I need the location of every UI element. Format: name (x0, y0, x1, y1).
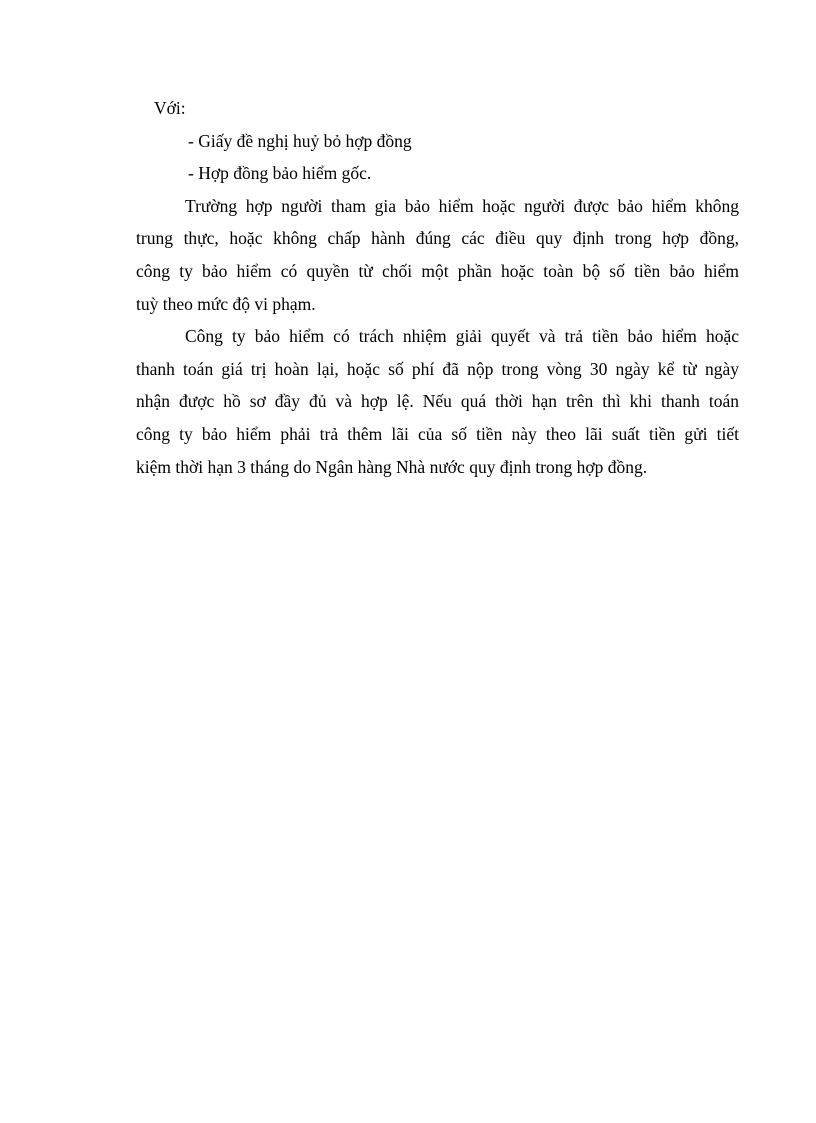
paragraph-refusal (136, 190, 739, 320)
lead-text: Với: (154, 98, 186, 118)
paragraph-line: trung thực, hoặc không chấp hành đúng các điều quy định trong hợp đồng, (136, 228, 739, 249)
paragraph-line: nhận được hồ sơ đầy đủ và hợp lệ. Nếu quá thời hạn trên thì khi thanh toán (136, 391, 739, 412)
paragraph-line: Công ty bảo hiểm có trách nhiệm giải quyết và trả tiền bảo hiểm hoặc (185, 326, 739, 347)
paragraph-payment (136, 320, 739, 483)
paragraph-line: thanh toán giá trị hoàn lại, hoặc số phí đã nộp trong vòng 30 ngày kể từ ngày (136, 358, 739, 379)
list-item: - Hợp đồng bảo hiểm gốc. (188, 163, 372, 184)
paragraph-line: kiệm thời hạn 3 tháng do Ngân hàng Nhà nước quy định trong hợp đồng. (136, 456, 648, 477)
paragraph-line: Trường hợp người tham gia bảo hiểm hoặc người được bảo hiểm không (185, 195, 739, 216)
list-item: - Giấy đề nghị huỷ bỏ hợp đồng (188, 130, 412, 151)
paragraph-line: tuỳ theo mức độ vi phạm. (136, 293, 316, 314)
document-body (136, 92, 739, 483)
paragraph-line: công ty bảo hiểm có quyền từ chối một phần hoặc toàn bộ số tiền bảo hiểm (136, 260, 739, 281)
paragraph-line: công ty bảo hiểm phải trả thêm lãi của số tiền này theo lãi suất tiền gửi tiết (136, 423, 739, 444)
